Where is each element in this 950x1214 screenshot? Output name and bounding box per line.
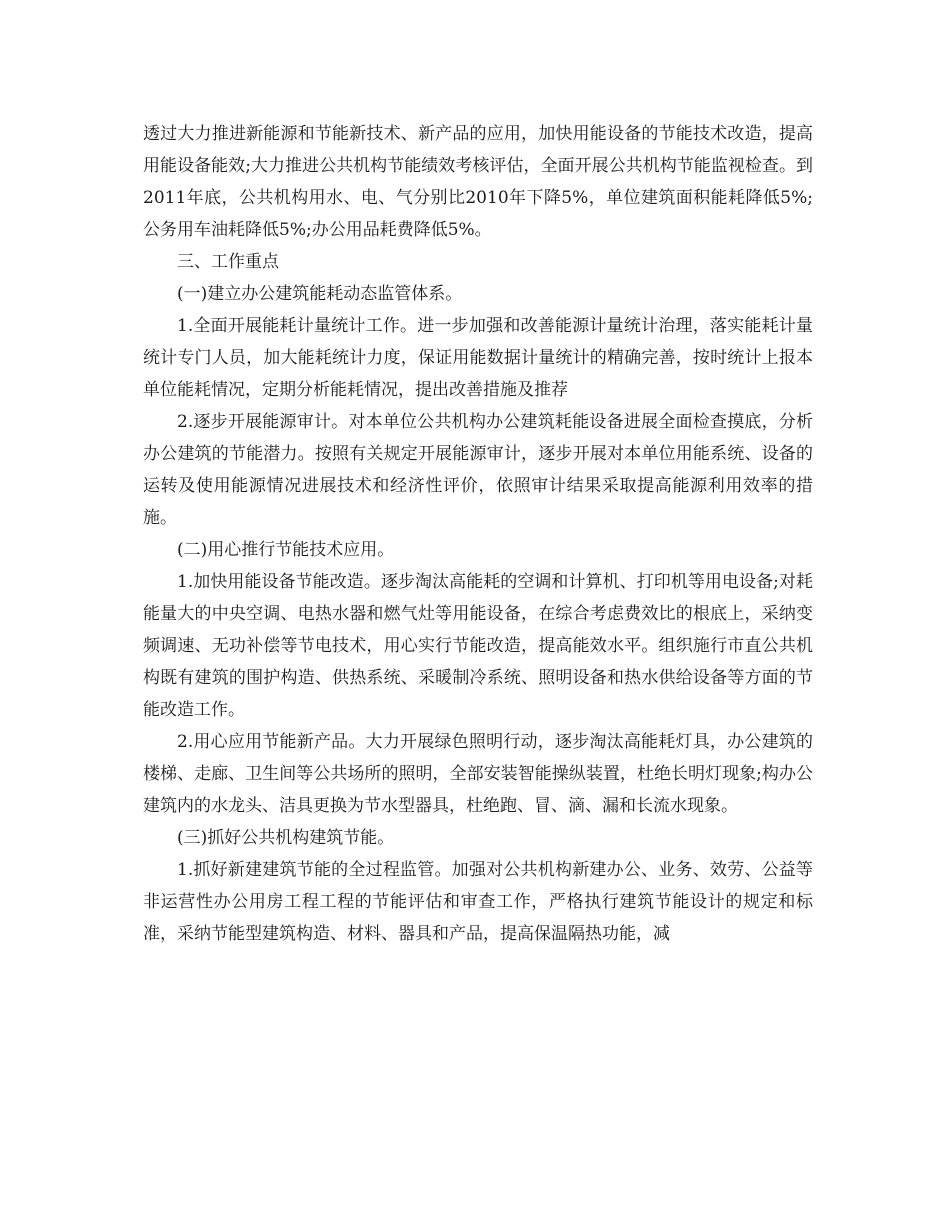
paragraph-energy-statistics: 1.全面开展能耗计量统计工作。进一步加强和改善能源计量统计治理，落实能耗计量统计专门人员，加大能耗统计力度，保证用能数据计量统计的精确完善，按时统计上报本单位能耗情况，定期分析能耗情况，提出改善措施及推荐 bbox=[143, 316, 813, 400]
paragraph-new-products: 2.用心应用节能新产品。大力开展绿色照明行动，逐步淘汰高能耗灯具，办公建筑的楼梯、走廊、卫生间等公共场所的照明，全部安装智能操纵装置，杜绝长明灯现象;构办公建筑内的水龙头、洁具更换为节水型器具，杜绝跑、冒、滴、漏和长流水现象。 bbox=[143, 732, 813, 816]
paragraph-targets-continued: 透过大力推进新能源和节能新技术、新产品的应用，加快用能设备的节能技术改造，提高用能设备能效;大力推进公共机构节能绩效考核评估，全面开展公共机构节能监视检查。到2011年底，公共机构用水、电、气分别比2010年下降5%，单位建筑面积能耗降低5%;公务用车油耗降低5%;办公用品耗费降低5%。 bbox=[143, 124, 813, 240]
document-body bbox=[143, 118, 813, 950]
subheading-technology-application: (二)用心推行节能技术应用。 bbox=[177, 540, 395, 560]
paragraph-equipment-retrofit: 1.加快用能设备节能改造。逐步淘汰高能耗的空调和计算机、打印机等用电设备;对耗能量大的中央空调、电热水器和燃气灶等用能设备，在综合考虑费效比的根底上，采纳变频调速、无功补偿等节电技术，用心实行节能改造，提高能效水平。组织施行市直公共机构既有建筑的围护构造、供热系统、采暖制冷系统、照明设备和热水供给设备等方面的节能改造工作。 bbox=[143, 572, 813, 720]
subheading-monitoring-system: (一)建立办公建筑能耗动态监管体系。 bbox=[177, 284, 463, 304]
paragraph-energy-audit: 2.逐步开展能源审计。对本单位公共机构办公建筑耗能设备进展全面检查摸底，分析办公建筑的节能潜力。按照有关规定开展能源审计，逐步开展对本单位用能系统、设备的运转及使用能源情况进展技术和经济性评价，依照审计结果采取提高能源利用效率的措施。 bbox=[143, 412, 813, 528]
paragraph-new-building-supervision: 1.抓好新建建筑节能的全过程监管。加强对公共机构新建办公、业务、效劳、公益等非运营性办公用房工程工程的节能评估和审查工作，严格执行建筑节能设计的规定和标准，采纳节能型建筑构造、材料、器具和产品，提高保温隔热功能，减 bbox=[143, 860, 813, 944]
section-heading-work-focus: 三、工作重点 bbox=[177, 252, 279, 272]
subheading-building-efficiency: (三)抓好公共机构建筑节能。 bbox=[177, 828, 395, 848]
